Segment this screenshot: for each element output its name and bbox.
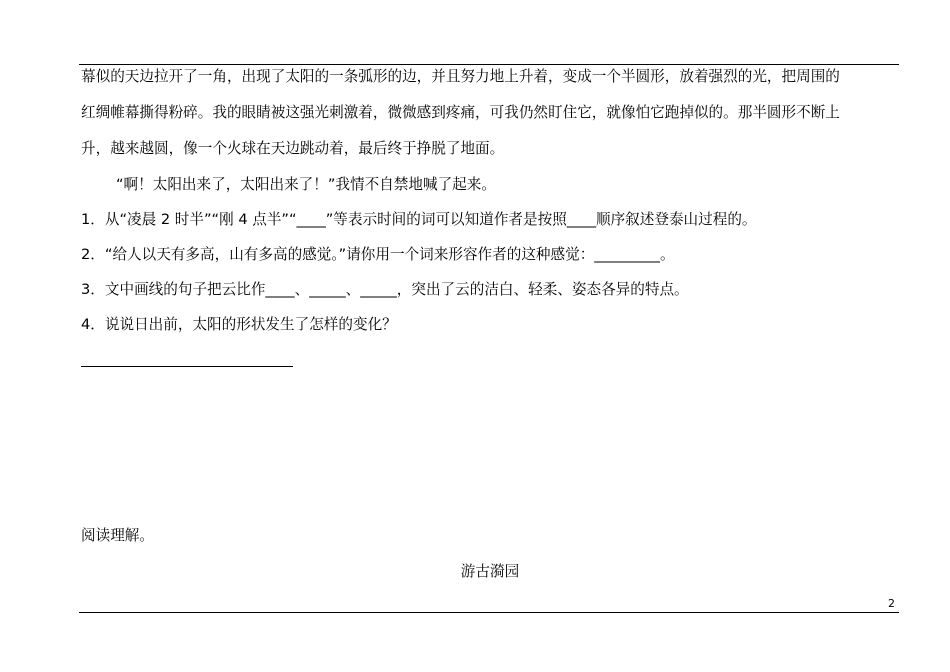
passage-line-2: 红绸帷幕撕得粉碎。我的眼睛被这强光刺激着，微微感到疼痛，可我仍然盯住它，就像怕它跑掉似的。那半圆形不断上 xyxy=(81,104,840,121)
question-2: 2．“给人以天有多高，山有多高的感觉。”请你用一个词来形容作者的这种感觉：_________。 xyxy=(81,246,675,263)
passage-line-4: “啊！太阳出来了，太阳出来了！”我情不自禁地喊了起来。 xyxy=(116,176,496,193)
footer-rule xyxy=(79,612,899,613)
question-4: 4．说说日出前，太阳的形状发生了怎样的变化？ xyxy=(81,316,397,333)
page-number: 2 xyxy=(888,597,895,610)
question-3: 3．文中画线的句子把云比作____、_____、_____，突出了云的洁白、轻柔、姿态各异的特点。 xyxy=(81,281,689,298)
header-rule xyxy=(79,64,899,65)
passage-title: 游古漪园 xyxy=(460,563,520,580)
question-1: 1．从“凌晨 2 时半”“刚 4 点半”“____”等表示时间的词可以知道作者是按照____顺序叙述登泰山过程的。 xyxy=(81,211,757,228)
passage-line-1: 幕似的天边拉开了一角，出现了太阳的一条弧形的边，并且努力地上升着，变成一个半圆形，放着强烈的光，把周围的 xyxy=(81,68,840,85)
section-heading: 阅读理解。 xyxy=(81,527,154,544)
passage-line-3: 升，越来越圆，像一个火球在天边跳动着，最后终于挣脱了地面。 xyxy=(81,140,505,157)
answer-blank-line xyxy=(81,366,293,367)
